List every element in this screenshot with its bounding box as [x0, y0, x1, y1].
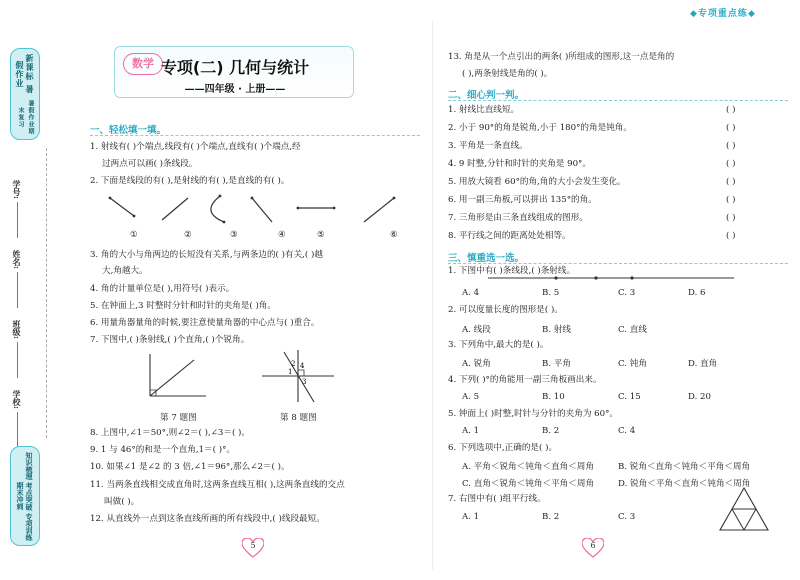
line-figures: [102, 190, 422, 238]
choice-4-option-b[interactable]: B. 10: [542, 392, 565, 402]
question-8: 8. 上图中,∠1＝50°,则∠2＝( ),∠3＝( )。: [90, 428, 250, 438]
choice-1-option-d[interactable]: D. 6: [688, 288, 706, 298]
question-3-cont: 大,角越大。: [102, 266, 148, 276]
judge-2: 2. 小于 90°的角是锐角,小于 180°的角是钝角。: [448, 123, 632, 133]
field-student-id: [12, 180, 23, 238]
fig8-angle-3: 3: [302, 378, 307, 386]
figure-3-curve: [211, 195, 225, 224]
left-page: [52, 0, 427, 580]
choice-5-option-a[interactable]: A. 1: [462, 426, 480, 436]
binding-bottom-text: 知识梳理 考点突破 专项训练 期末冲刺: [16, 451, 34, 541]
question-10: 10. 如果∠1 是∠2 的 3 倍,∠1＝96°,那么∠2＝( )。: [90, 462, 290, 472]
judge-1-answer[interactable]: ( ): [726, 105, 736, 115]
choice-7-option-c[interactable]: C. 3: [618, 512, 636, 522]
choice-3: 3. 下列角中,最大的是( )。: [448, 340, 549, 350]
judge-3: 3. 平角是一条直线。: [448, 141, 528, 151]
choice-5: 5. 钟面上( )时整,时针与分针的夹角为 60°。: [448, 409, 618, 419]
judge-8-answer[interactable]: ( ): [726, 231, 736, 241]
choice-4-option-a[interactable]: A. 5: [462, 392, 480, 402]
page-number-badge-left: [242, 538, 264, 558]
choice-6-option-a[interactable]: A. 平角＜锐角＜钝角＜直角＜周角: [462, 462, 594, 472]
binding-top-label: [10, 48, 40, 140]
cut-line: [46, 148, 47, 438]
section-multiple-choice: 三、慎重选一选。: [448, 253, 525, 264]
field-school: [12, 390, 23, 448]
choice-7-triangle-figure: [716, 486, 772, 534]
page-number-left: 5: [250, 541, 256, 550]
question-11: 11. 当两条直线相交成直角时,这两条直线互相( ),这两条直线的交点: [90, 480, 345, 490]
figure-7: [142, 352, 212, 402]
figure-label-3: ③: [230, 230, 238, 240]
field-name: [12, 250, 23, 308]
choice-5-option-c[interactable]: C. 4: [618, 426, 636, 436]
choice-6-option-d[interactable]: D. 锐角＜平角＜直角＜钝角＜周角: [618, 479, 751, 489]
section-fill-blank: 一、轻松填一填。: [90, 125, 167, 136]
binding-top-text: 新课标 暑假作业: [15, 54, 35, 95]
field-label: 学校:: [12, 390, 22, 409]
figure-label-2: ②: [184, 230, 192, 240]
field-underline[interactable]: [17, 202, 18, 238]
figure-label-4: ④: [278, 230, 286, 240]
judge-2-answer[interactable]: ( ): [726, 123, 736, 133]
figure-label-6: ⑥: [390, 230, 398, 240]
field-label: 姓名:: [12, 250, 22, 269]
question-3: 3. 角的大小与角两边的长短没有关系,与两条边的( )有关,( )越: [90, 250, 323, 260]
question-6: 6. 用量角器量角的时候,要注意使量角器的中心点与( )重合。: [90, 318, 320, 328]
choice-4: 4. 下列( )°的角能用一副三角板画出来。: [448, 375, 602, 385]
choice-3-option-b[interactable]: B. 平角: [542, 359, 571, 369]
choice-6-option-c[interactable]: C. 直角＜锐角＜钝角＜平角＜周角: [462, 479, 595, 489]
choice-1-option-c[interactable]: C. 3: [618, 288, 636, 298]
figure-2-line: [162, 198, 188, 220]
judge-6-answer[interactable]: ( ): [726, 195, 736, 205]
binding-strip: [4, 8, 44, 576]
binding-top-sub: 暑假作业期末复习: [17, 99, 34, 135]
choice-2-option-a[interactable]: A. 线段: [462, 325, 491, 335]
judge-3-answer[interactable]: ( ): [726, 141, 736, 151]
field-underline[interactable]: [17, 412, 18, 448]
binding-bottom-label: [10, 446, 40, 546]
question-12: 12. 从直线外一点到这条直线所画的所有线段中,( )线段最短。: [90, 514, 325, 524]
figure-1-segment: [109, 197, 136, 218]
caption-figure-8: 第 8 题图: [280, 413, 317, 423]
judge-4: 4. 9 时整,分针和时针的夹角是 90°。: [448, 159, 591, 169]
subject-badge: 数学: [123, 53, 163, 75]
choice-3-option-d[interactable]: D. 直角: [688, 359, 718, 369]
header-top-right-text: 专项重点练: [697, 9, 748, 19]
choice-4-option-d[interactable]: D. 20: [688, 392, 711, 402]
judge-5-answer[interactable]: ( ): [726, 177, 736, 187]
page-title: 专项(二) 几何与统计: [160, 58, 310, 77]
judge-6: 6. 用一副三角板,可以拼出 135°的角。: [448, 195, 597, 205]
choice-7: 7. 右图中有( )组平行线。: [448, 494, 546, 504]
judge-5: 5. 用放大镜看 60°的角,角的大小会发生变化。: [448, 177, 626, 187]
figure-label-5: ⑤: [317, 230, 325, 240]
judge-8: 8. 平行线之间的距离处处相等。: [448, 231, 571, 241]
choice-1: 1. 下图中有( )条线段,( )条射线。: [448, 266, 576, 276]
field-underline[interactable]: [17, 342, 18, 378]
fig8-angle-1: 1: [288, 368, 293, 376]
choice-6-option-b[interactable]: B. 锐角＜直角＜钝角＜平角＜周角: [618, 462, 751, 472]
choice-2: 2. 可以度量长度的图形是( )。: [448, 305, 563, 315]
question-11-cont: 叫做( )。: [104, 497, 140, 507]
right-page: [448, 0, 793, 580]
page-subtitle: ——四年级 · 上册——: [184, 84, 286, 95]
section-divider: [448, 263, 788, 264]
fig8-angle-2: 2: [291, 360, 296, 368]
question-13: 13. 角是从一个点引出的两条( )所组成的图形,这一点是角的: [448, 52, 675, 62]
figure-6-ray: [364, 197, 395, 222]
choice-6: 6. 下列选项中,正确的是( )。: [448, 443, 558, 453]
section-divider: [90, 135, 420, 136]
fig8-angle-4: 4: [300, 362, 305, 370]
choice-2-option-b[interactable]: B. 射线: [542, 325, 571, 335]
question-13-cont: ( ),两条射线是角的( )。: [462, 69, 553, 79]
judge-7: 7. 三角形是由三条直线组成的图形。: [448, 213, 588, 223]
figure-8: [258, 348, 338, 404]
question-1: 1. 射线有( )个端点,线段有( )个端点,直线有( )个端点,经: [90, 142, 301, 152]
question-5: 5. 在钟面上,3 时整时分针和时针的夹角是( )角。: [90, 301, 276, 311]
question-1-cont: 过两点可以画( )条线段。: [102, 159, 198, 169]
choice-1-option-a[interactable]: A. 4: [462, 288, 480, 298]
caption-figure-7: 第 7 题图: [160, 413, 197, 423]
field-class: [12, 320, 23, 378]
field-label: 班级:: [12, 320, 22, 339]
page-number-badge-right: [582, 538, 604, 558]
figure-5-dotted-segment: [297, 207, 336, 210]
choice-1-line-figure: [486, 273, 736, 283]
question-2: 2. 下面是线段的有( ),是射线的有( ),是直线的有( )。: [90, 176, 290, 186]
choice-3-option-a[interactable]: A. 锐角: [462, 359, 491, 369]
header-top-right: ◆专项重点练◆: [690, 9, 756, 19]
choice-5-option-b[interactable]: B. 2: [542, 426, 560, 436]
question-7: 7. 下图中,( )条射线,( )个直角,( )个锐角。: [90, 335, 250, 345]
figure-4-ray: [251, 197, 272, 222]
question-4: 4. 角的计量单位是( ),用符号( )表示。: [90, 284, 235, 294]
choice-1-option-b[interactable]: B. 5: [542, 288, 560, 298]
figure-label-1: ①: [130, 230, 138, 240]
field-underline[interactable]: [17, 272, 18, 308]
choice-2-option-c[interactable]: C. 直线: [618, 325, 647, 335]
question-9: 9. 1 与 46°的和是一个直角,1＝( )°。: [90, 445, 235, 455]
judge-1: 1. 射线比直线短。: [448, 105, 520, 115]
field-label: 学号:: [12, 180, 22, 199]
choice-3-option-c[interactable]: C. 钝角: [618, 359, 647, 369]
choice-7-option-b[interactable]: B. 2: [542, 512, 560, 522]
choice-7-option-a[interactable]: A. 1: [462, 512, 480, 522]
judge-4-answer[interactable]: ( ): [726, 159, 736, 169]
page-number-right: 6: [590, 541, 596, 550]
choice-4-option-c[interactable]: C. 15: [618, 392, 641, 402]
section-true-false: 二、细心判一判。: [448, 90, 525, 101]
page-spine: [432, 20, 433, 570]
title-box: [114, 46, 354, 98]
section-divider: [448, 100, 788, 101]
judge-7-answer[interactable]: ( ): [726, 213, 736, 223]
